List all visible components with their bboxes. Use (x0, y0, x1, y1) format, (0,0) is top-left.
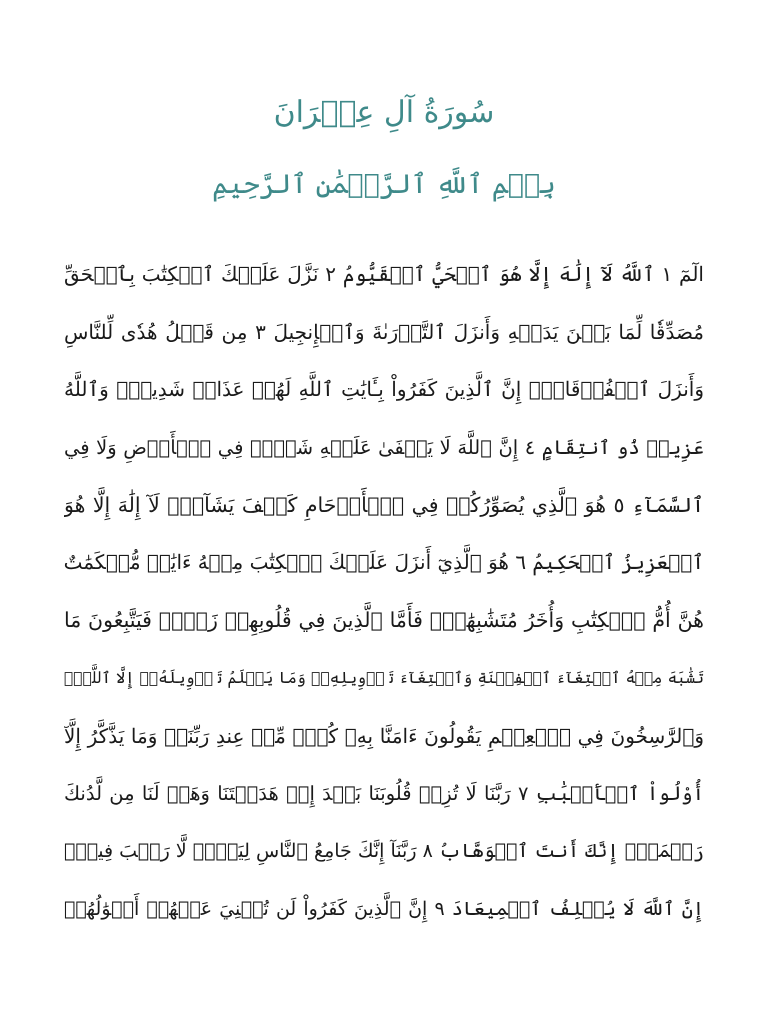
surah-title: سُورَةُ آلِ عِمۡرَانَ (273, 95, 495, 130)
text-line: ٱلسَّمَآءِ ٥ هُوَ ٱلَّذِي يُصَوِّرُكُمۡ فِي ٱلۡأَرۡحَامِ كَيۡفَ يَشَآءُۚ لَآ إِلَٰهَ إِلَّا هُوَ (64, 492, 704, 517)
text-line: إِنَّ ٱللَّهَ لَا يُخۡلِفُ ٱلۡمِيعَادَ ٩ إِنَّ ٱلَّذِينَ كَفَرُواْ لَن تُغۡنِيَ عَنۡهُمۡ أَمۡوَٰلُهُمۡ (64, 897, 704, 920)
text-line: عَزِيزٞ ذُو ٱنتِقَامٍ ٤ إِنَّ ٱللَّهَ لَا يَخۡفَىٰ عَلَيۡهِ شَيۡءٞ فِي ٱلۡأَرۡضِ وَلَا فِي (64, 436, 704, 460)
text-line: ٱلۡعَزِيزُ ٱلۡحَكِيمُ ٦ هُوَ ٱلَّذِيٓ أَنزَلَ عَلَيۡكَ ٱلۡكِتَٰبَ مِنۡهُ ءَايَٰتٞ مُّحۡكَمَٰتٌ (64, 550, 704, 575)
text-line: تَشَٰبَهَ مِنۡهُ ٱبۡتِغَآءَ ٱلۡفِتۡنَةِ وَٱبۡتِغَآءَ تَأۡوِيلِهِۦۖ وَمَا يَعۡلَمُ تَأۡوِيلَهُۥٓ إِلَّا ٱللَّهُۗ (64, 668, 704, 687)
text-line: مُصَدِّقٗا لِّمَا بَيۡنَ يَدَيۡهِ وَأَنزَلَ ٱلتَّوۡرَىٰةَ وَٱلۡإِنجِيلَ ٣ مِن قَبۡلُ هُدٗى لِّلنَّاسِ (64, 319, 704, 344)
text-line: وَٱلرَّٰسِخُونَ فِي ٱلۡعِلۡمِ يَقُولُونَ ءَامَنَّا بِهِۦ كُلّٞ مِّنۡ عِندِ رَبِّنَاۗ وَمَا يَذَّكَّرُ إِلَّآ (64, 723, 704, 748)
verse-text (64, 246, 704, 938)
text-line: الٓمٓ ١ ٱللَّهُ لَآ إِلَٰهَ إِلَّا هُوَ ٱلۡحَيُّ ٱلۡقَيُّومُ ٢ نَزَّلَ عَلَيۡكَ ٱلۡكِتَٰبَ بِٱلۡحَقِّ (64, 262, 704, 286)
text-line: رَحۡمَةًۚ إِنَّكَ أَنتَ ٱلۡوَهَّابُ ٨ رَبَّنَآ إِنَّكَ جَامِعُ ٱلنَّاسِ لِيَوۡمٖ لَّا رَيۡبَ فِيهِۚ (64, 839, 704, 862)
text-line: أُوْلُواْ ٱلۡأَلۡبَٰبِ ٧ رَبَّنَا لَا تُزِغۡ قُلُوبَنَا بَعۡدَ إِذۡ هَدَيۡتَنَا وَهَبۡ لَنَا مِن لَّدُنكَ (64, 782, 704, 806)
text-line: وَأَنزَلَ ٱلۡفُرۡقَانَۗ إِنَّ ٱلَّذِينَ كَفَرُواْ بِـَٔايَٰتِ ٱللَّهِ لَهُمۡ عَذَابٞ شَدِيدٞۗ وَٱللَّهُ (64, 377, 704, 402)
basmala: بِسۡمِ ٱللَّهِ ٱلرَّحۡمَٰنِ ٱلرَّحِيمِ (212, 169, 556, 200)
text-line: هُنَّ أُمُّ ٱلۡكِتَٰبِ وَأُخَرُ مُتَشَٰبِهَٰتٞۖ فَأَمَّا ٱلَّذِينَ فِي قُلُوبِهِمۡ زَيۡغٞ فَيَتَّبِعُونَ مَا (64, 608, 704, 633)
